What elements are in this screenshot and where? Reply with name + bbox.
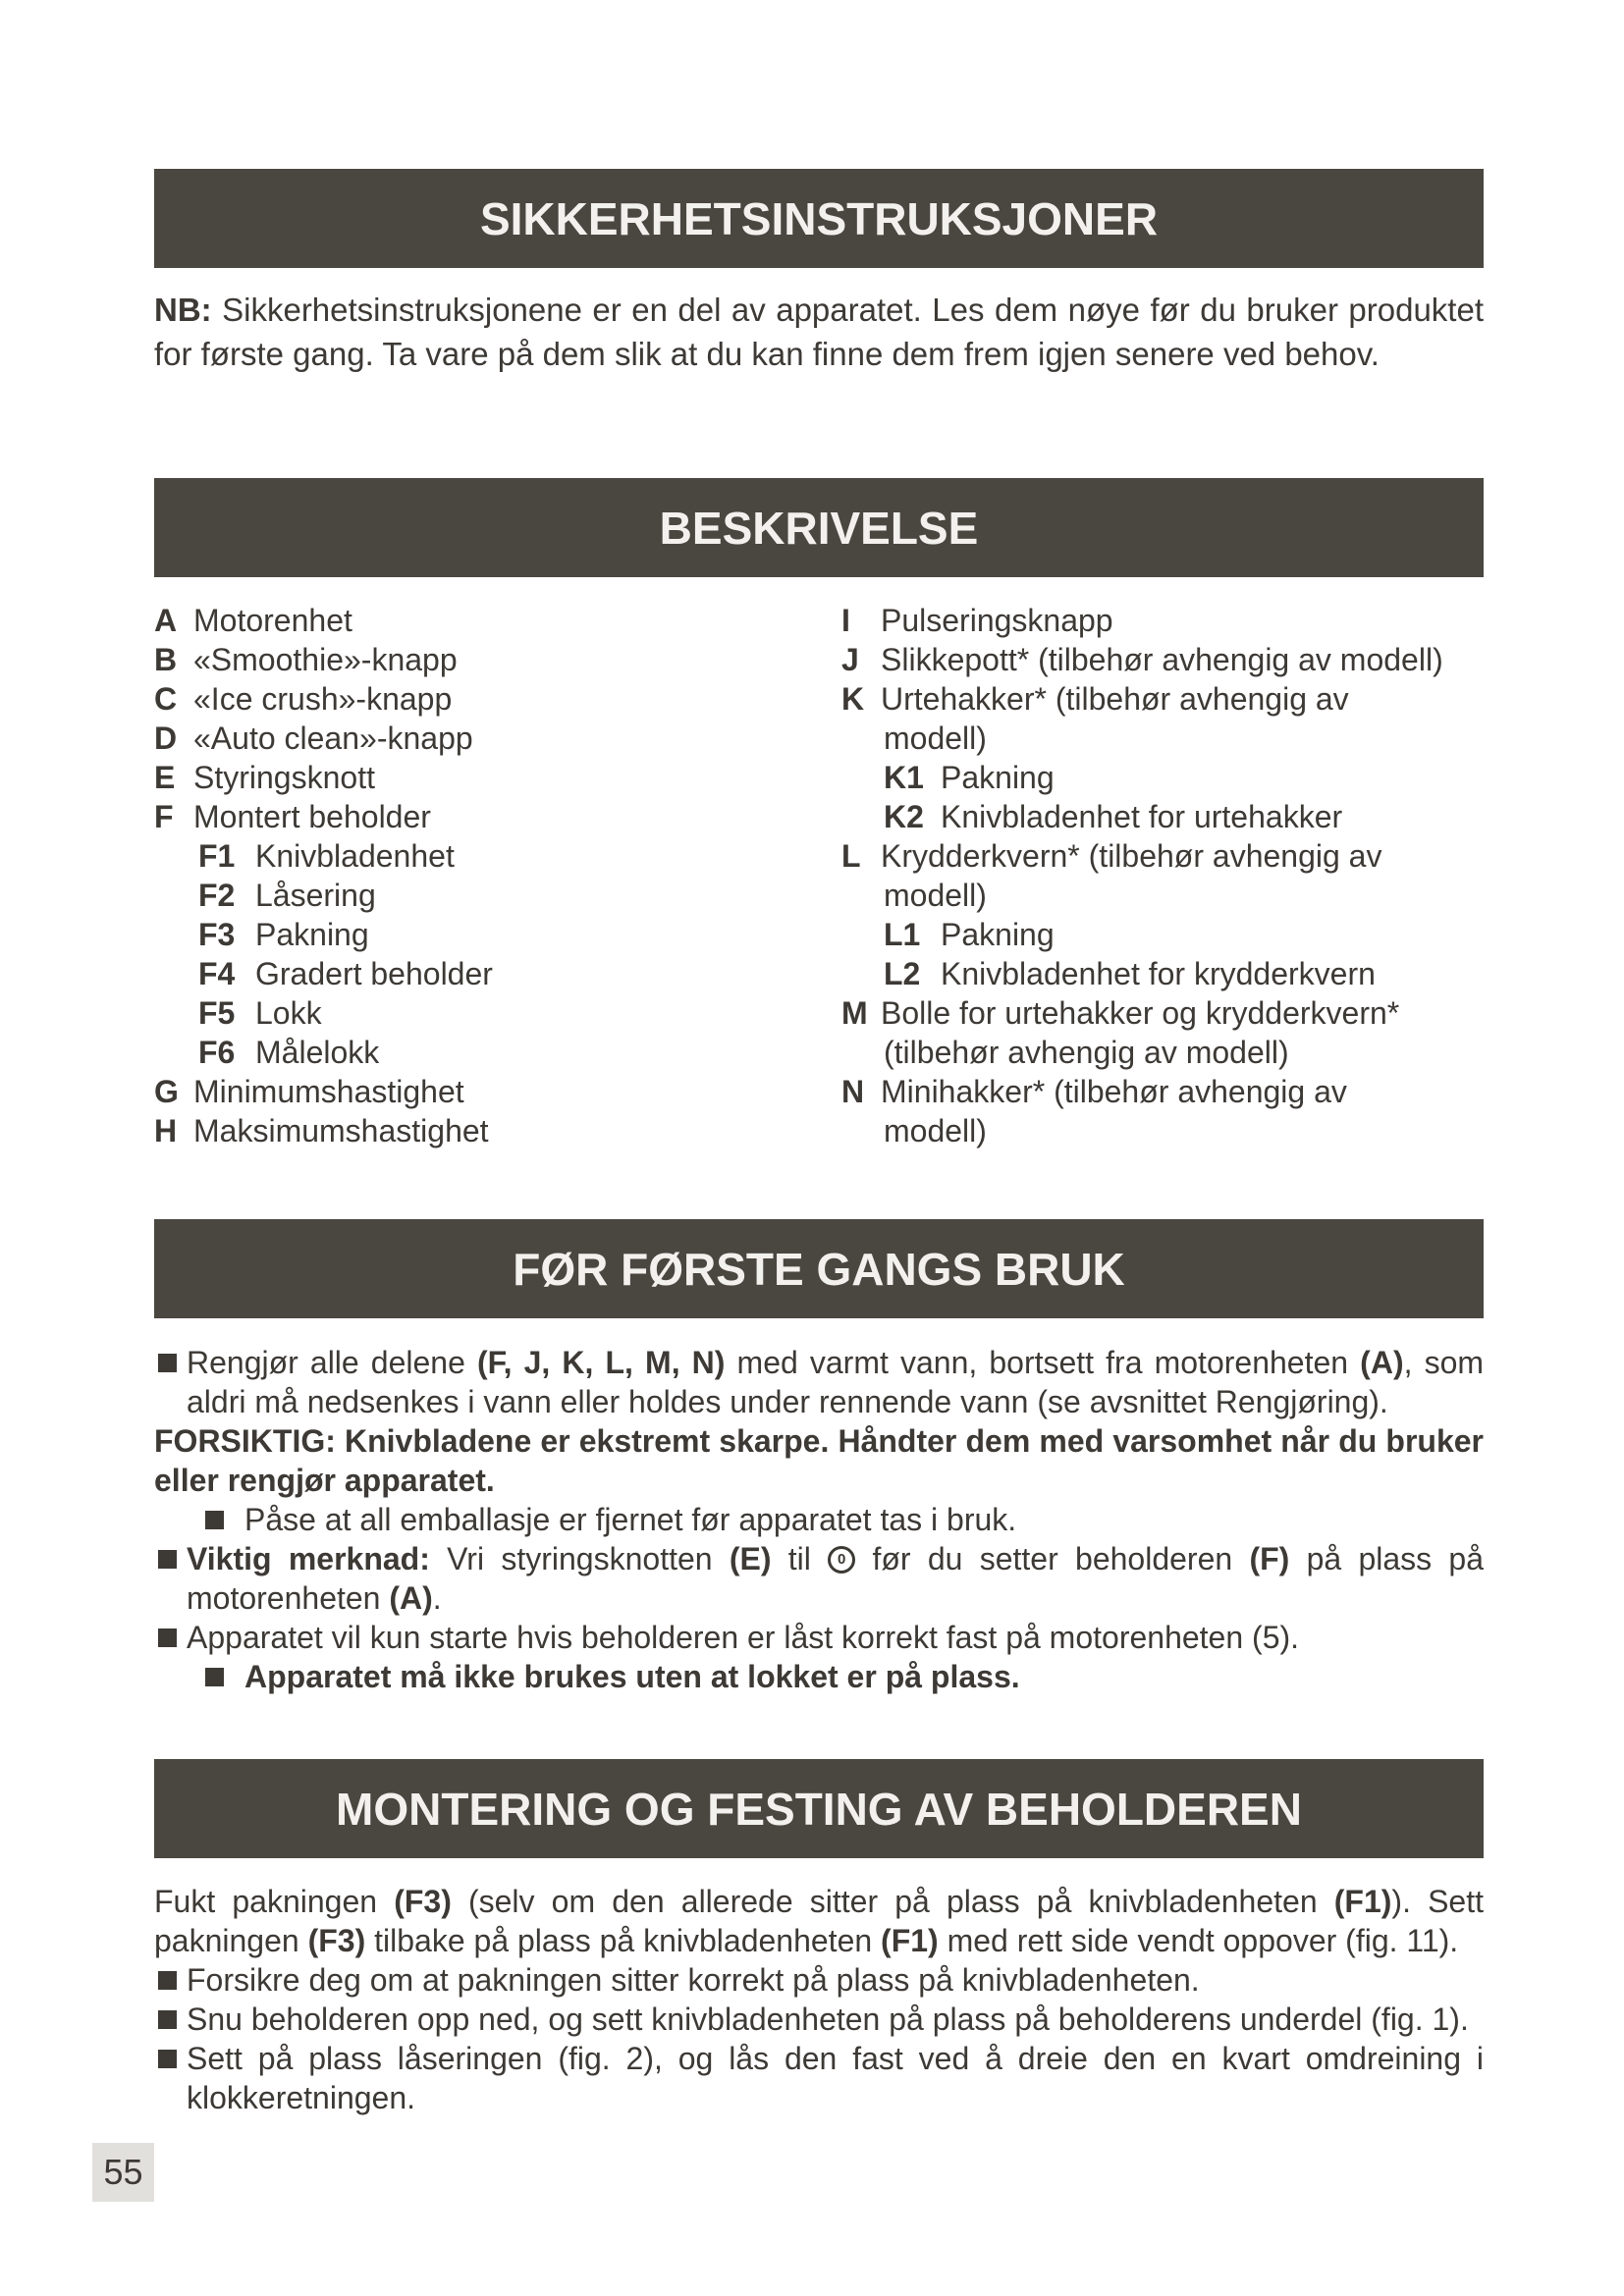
item-key: J: [841, 642, 859, 677]
item-key: F5: [198, 995, 236, 1031]
item-label: Styringsknott: [193, 760, 375, 795]
bullet-square-icon: [158, 1629, 177, 1647]
item-label: modell): [884, 1113, 987, 1148]
section-title-safety: SIKKERHETSINSTRUKSJONER: [479, 192, 1159, 244]
nb-label: NB:: [154, 292, 212, 328]
item-label: «Ice crush»-knapp: [193, 681, 453, 717]
description-item: [841, 993, 1443, 1033]
list-item: Snu beholderen opp ned, og sett knivbladenheten på plass på beholderens underdel (fig. 1).: [154, 2000, 1484, 2039]
item-key: K1: [884, 760, 924, 795]
page-number: 55: [92, 2143, 154, 2202]
item-key: L2: [884, 956, 921, 991]
item-label: Minihakker* (tilbehør avhengig av: [881, 1074, 1347, 1109]
assembly-paragraph: Fukt pakningen (F3) (selv om den allerede sitter på plass på knivbladenheten (F1)). Sett pakningen (F3) tilbake på plass på knivbladenheten (F1) med rett side vendt oppover (fig. 11).: [154, 1884, 1485, 1958]
description-item: [154, 954, 493, 993]
item-key: N: [841, 1074, 865, 1109]
description-item: [154, 1033, 493, 1072]
item-label: modell): [884, 878, 987, 913]
item-label: (tilbehør avhengig av modell): [884, 1035, 1289, 1070]
section-header-safety: [154, 169, 1484, 268]
bullet-square-icon: [158, 1550, 177, 1569]
nb-text: Sikkerhetsinstruksjonene er en del av apparatet. Les dem nøye før du bruker produktet for første gang. Ta vare på dem slik at du kan finne dem frem igjen senere ved behov.: [154, 292, 1484, 372]
item-key: L1: [884, 917, 921, 952]
item-label: Montert beholder: [193, 799, 431, 834]
description-list-left: [154, 601, 493, 1150]
warning-text: FORSIKTIG: Knivbladene er ekstremt skarpe. Håndter dem med varsomhet når du bruker eller rengjør apparatet.: [154, 1423, 1484, 1498]
section-title-assembly: MONTERING OG FESTING AV BEHOLDEREN: [336, 1783, 1302, 1835]
description-item: [154, 679, 493, 719]
item-label: Låsering: [255, 878, 376, 913]
item-label: Pulseringsknapp: [881, 603, 1113, 638]
list-item: Sett på plass låseringen (fig. 2), og lås den fast ved å dreie den en kvart omdreining i klokkeretningen.: [154, 2039, 1484, 2117]
description-item: [841, 640, 1443, 679]
section-title-first-use: FØR FØRSTE GANGS BRUK: [513, 1243, 1125, 1295]
bullet-square-icon: [158, 2010, 177, 2029]
assembly-content: [154, 1882, 1484, 2117]
list-item: Apparatet vil kun starte hvis beholderen er låst korrekt fast på motorenheten (5).: [154, 1618, 1484, 1657]
description-item: [154, 915, 493, 954]
description-item: [154, 836, 493, 876]
item-label: Gradert beholder: [255, 956, 493, 991]
item-label: Urtehakker* (tilbehør avhengig av: [881, 681, 1349, 717]
description-item: [841, 954, 1443, 993]
item-key: F3: [198, 917, 236, 952]
item-key: F: [154, 799, 174, 834]
section-header-assembly: [154, 1759, 1484, 1858]
item-label: Knivbladenhet for urtehakker: [941, 799, 1343, 834]
item-key: F6: [198, 1035, 236, 1070]
item-key: K2: [884, 799, 924, 834]
item-label: Målelokk: [255, 1035, 380, 1070]
item-label: Knivbladenhet for krydderkvern: [941, 956, 1376, 991]
description-item: [154, 876, 493, 915]
item-label: Minimumshastighet: [193, 1074, 464, 1109]
description-item: [841, 601, 1443, 640]
description-item: [841, 758, 1443, 797]
first-use-content: [154, 1343, 1484, 1696]
item-key: K: [841, 681, 865, 717]
description-item: [154, 797, 493, 836]
item-key: E: [154, 760, 176, 795]
item-label: Slikkepott* (tilbehør avhengig av modell): [881, 642, 1443, 677]
description-item: [841, 679, 1443, 719]
description-list-right: [841, 601, 1443, 1150]
item-key: F4: [198, 956, 236, 991]
off-position-icon: 0: [828, 1546, 855, 1574]
item-label: «Smoothie»-knapp: [193, 642, 458, 677]
item-label: Lokk: [255, 995, 322, 1031]
item-label: Motorenhet: [193, 603, 352, 638]
item-label: Pakning: [941, 917, 1055, 952]
item-label: Pakning: [941, 760, 1055, 795]
description-item: [841, 915, 1443, 954]
important-note-label: Viktig merknad:: [187, 1541, 430, 1576]
item-label: Pakning: [255, 917, 369, 952]
bullet-square-icon: [205, 1511, 224, 1529]
description-item: [841, 836, 1443, 876]
item-key: D: [154, 721, 178, 756]
description-item: [841, 719, 1443, 758]
section-title-description: BESKRIVELSE: [659, 502, 979, 554]
item-label: Maksimumshastighet: [193, 1113, 489, 1148]
description-item: [841, 1111, 1443, 1150]
list-item: Viktig merknad: Vri styringsknotten (E) til 0 før du setter beholderen (F) på plass på motorenheten (A).: [154, 1539, 1484, 1618]
safety-paragraph: [154, 288, 1484, 376]
item-key: F1: [198, 838, 236, 874]
item-label: «Auto clean»-knapp: [193, 721, 473, 756]
description-item: [841, 876, 1443, 915]
item-key: A: [154, 603, 178, 638]
bullet-square-icon: [158, 2050, 177, 2068]
description-item: [154, 640, 493, 679]
description-item: [154, 993, 493, 1033]
description-item: [154, 601, 493, 640]
item-label: Knivbladenhet: [255, 838, 455, 874]
description-item: [154, 758, 493, 797]
list-item: Forsikre deg om at pakningen sitter korrekt på plass på knivbladenheten.: [154, 1960, 1484, 2000]
item-key: I: [841, 603, 850, 638]
description-item: [841, 797, 1443, 836]
item-key: F2: [198, 878, 236, 913]
description-item: [154, 1111, 493, 1150]
item-label: Bolle for urtehakker og krydderkvern*: [881, 995, 1400, 1031]
bullet-square-icon: [158, 1971, 177, 1990]
item-label: modell): [884, 721, 987, 756]
section-header-description: [154, 478, 1484, 577]
section-header-first-use: [154, 1219, 1484, 1318]
item-key: B: [154, 642, 178, 677]
item-key: C: [154, 681, 178, 717]
description-item: [154, 1072, 493, 1111]
list-item: Påse at all emballasje er fjernet før apparatet tas i bruk.: [154, 1500, 1484, 1539]
item-key: M: [841, 995, 868, 1031]
description-item: [841, 1072, 1443, 1111]
item-label: Krydderkvern* (tilbehør avhengig av: [881, 838, 1382, 874]
item-key: G: [154, 1074, 179, 1109]
item-key: H: [154, 1113, 178, 1148]
description-item: [154, 719, 493, 758]
list-item: Rengjør alle delene (F, J, K, L, M, N) med varmt vann, bortsett fra motorenheten (A), som aldri må nedsenkes i vann eller holdes under rennende vann (se avsnittet Rengjøring).: [154, 1343, 1484, 1421]
item-key: L: [841, 838, 861, 874]
description-item: [841, 1033, 1443, 1072]
list-item: Apparatet må ikke brukes uten at lokket er på plass.: [154, 1657, 1484, 1696]
bullet-square-icon: [158, 1354, 177, 1372]
bullet-square-icon: [205, 1668, 224, 1686]
